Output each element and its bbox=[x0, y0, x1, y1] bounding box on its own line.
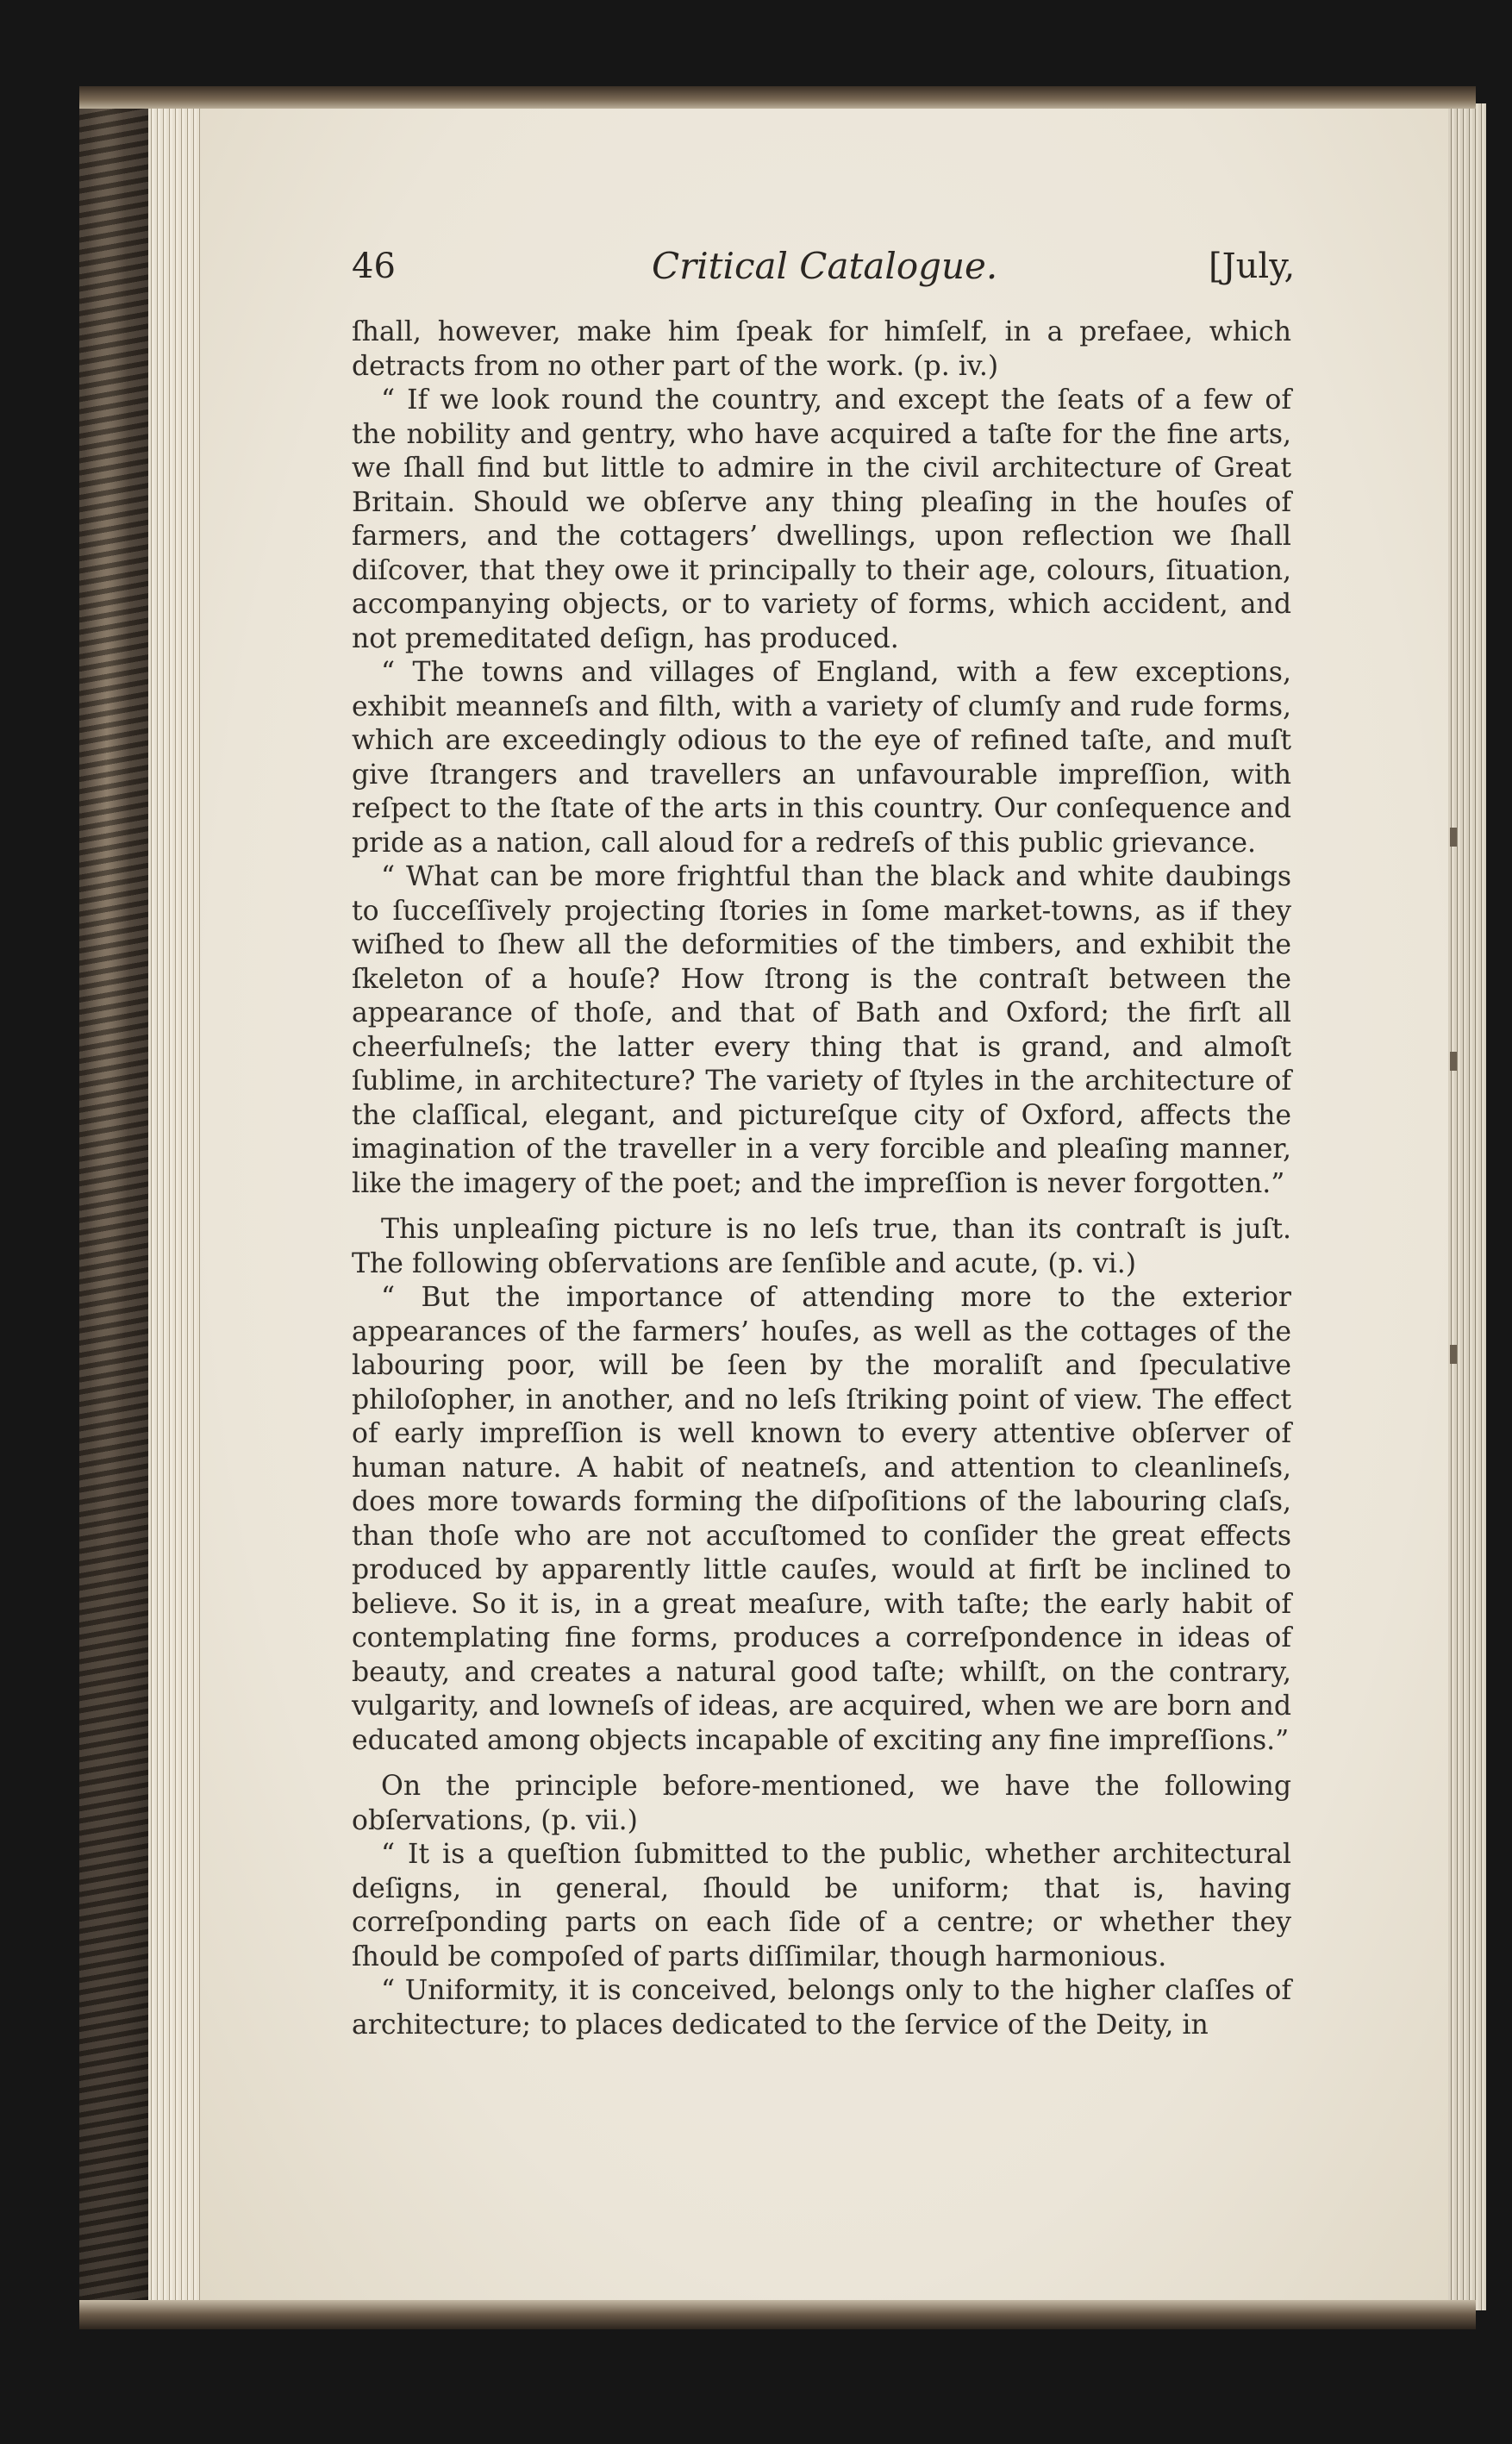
page-edge-mark bbox=[1450, 1345, 1457, 1364]
running-date: [July, bbox=[1209, 247, 1296, 286]
paragraph: “ If we look round the country, and except the ſeats of a few of the nobility and gentry, who have acquired a taſte for the fine arts, we ſhall find but little to admire in the civil architecture of Great Britain. Should we obſerve any thing pleaſing in the houſes of farmers, and the cottagers’ dwellings, upon reflection we ſhall diſcover, that they owe it principally to their age, colours, ſituation, accompanying objects, or to variety of forms, which accident, and not premeditated deſign, has produced. bbox=[352, 384, 1291, 654]
paragraph: “ The towns and villages of England, with a few exceptions, exhibit meanneſs and filth, with a variety of clumſy and rude forms, which are exceedingly odious to the eye of refined taſte, and muſt give ſtrangers and travellers an unfavourable impreſſion, with reſpect to the ſtate of the arts in this country. Our conſequence and pride as a nation, call aloud for a redreſs of this public grievance. bbox=[352, 657, 1291, 859]
paragraph: “ What can be more frightful than the black and white daubings to ſucceſſively projecting ſtories in ſome market-towns, as if they wiſhed to ſhew all the deformities of the timbers, and exhibit the ſkeleton of a houſe? How ſtrong is the contraſt between the appearance of thoſe, and that of Bath and Oxford; the firſt all cheerfulneſs; the latter every thing that is grand, and almoſt ſublime, in architecture? The variety of ſtyles in the architecture of the claſſical, elegant, and pictureſque city of Oxford, affects the imagination of the traveller in a very forcible and pleaſing manner, like the imagery of the poet; and the impreſſion is never forgotten.” bbox=[352, 861, 1291, 1199]
right-page-edges bbox=[1448, 103, 1486, 2310]
paragraph: On the principle before-mentioned, we have the following obſervations, (p. vii.) bbox=[352, 1771, 1291, 1836]
paragraph: ſhall, however, make him ſpeak for himſelf, in a prefaee, which detracts from no other part of the work. (p. iv.) bbox=[352, 316, 1291, 382]
paragraph: “ It is a queſtion ſubmitted to the public, whether architectural deſigns, in general, ſhould be uniform; that is, having correſponding parts on each ſide of a centre; or whether they ſhould be compoſed of parts diſſimilar, though harmonious. bbox=[352, 1839, 1291, 1972]
page-edge-mark bbox=[1450, 828, 1457, 847]
left-page-edges bbox=[148, 103, 200, 2310]
paragraph: “ But the importance of attending more to the exterior appearances of the farmers’ houſes, as well as the cottages of the labouring poor, will be ſeen by the moraliſt and ſpeculative philoſopher, in another, and no leſs ſtriking point of view. The effect of early impreſſion is well known to every attentive obſerver of human nature. A habit of neatneſs, and attention to cleanlineſs, does more towards forming the diſpoſitions of the labouring claſs, than thoſe who are not accuſtomed to conſider the great effects produced by apparently little cauſes, would at firſt be inclined to believe. So it is, in a great meaſure, with taſte; the early habit of contemplating fine forms, produces a correſpondence in ideas of beauty, and creates a natural good taſte; whilſt, on the contrary, vulgarity, and lowneſs of ideas, are acquired, when we are born and educated among objects incapable of exciting any fine impreſſions.” bbox=[352, 1282, 1291, 1756]
page-edge-mark bbox=[1450, 1052, 1457, 1071]
marbled-spine bbox=[79, 91, 152, 2323]
top-board-edge bbox=[79, 86, 1476, 109]
paragraph: “ Uniformity, it is conceived, belongs only to the higher claſſes of architecture; to places dedicated to the ſervice of the Deity, in bbox=[352, 1975, 1291, 2041]
running-title: Critical Catalogue. bbox=[652, 245, 998, 287]
book-page bbox=[200, 109, 1448, 2300]
page-number: 46 bbox=[352, 247, 396, 286]
body-text bbox=[352, 316, 1291, 2042]
bottom-board-edge bbox=[79, 2300, 1476, 2329]
paragraph: This unpleaſing picture is no leſs true, than its contraſt is juſt. The following obſervations are ſenſible and acute, (p. vi.) bbox=[352, 1214, 1291, 1279]
